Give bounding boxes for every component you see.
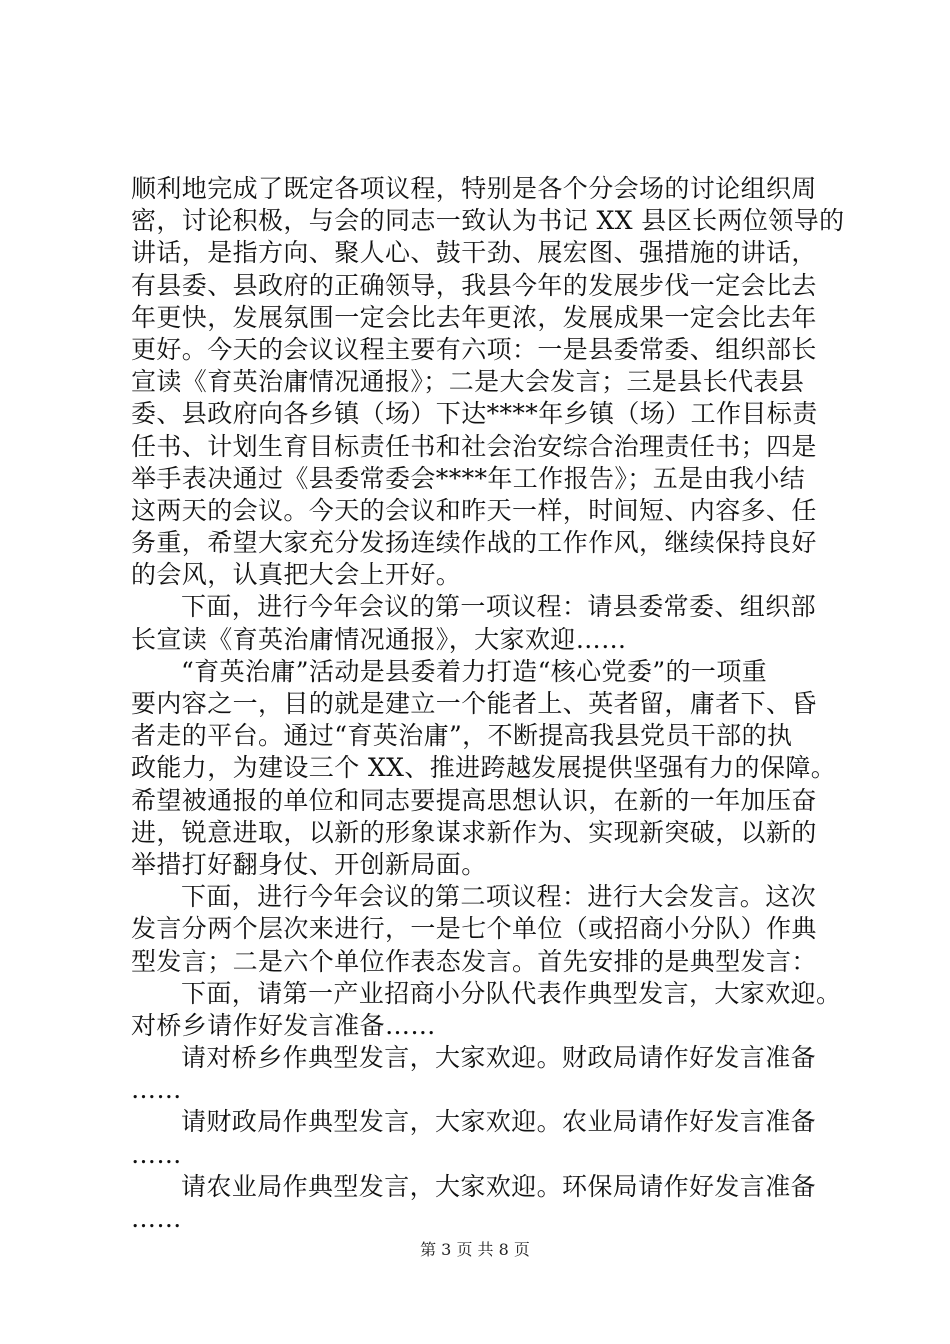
text-line: 任书、计划生育目标责任书和社会治安综合治理责任书；四是: [131, 431, 817, 461]
text-line: 更好。今天的会议议程主要有六项：一是县委常委、组织部长: [131, 334, 817, 364]
text-line: 请财政局作典型发言，大家欢迎。农业局请作好发言准备: [181, 1107, 817, 1137]
page-footer: 第 3 页 共 8 页: [420, 1240, 530, 1259]
text-line: 下面，进行今年会议的第二项议程：进行大会发言。这次: [181, 882, 817, 912]
text-line: 的会风，认真把大会上开好。: [131, 560, 462, 590]
text-line: 有县委、县政府的正确领导，我县今年的发展步伐一定会比去: [131, 270, 817, 300]
text-line: 宣读《育英治庸情况通报》；二是大会发言；三是县长代表县: [131, 367, 805, 397]
text-line: 希望被通报的单位和同志要提高思想认识，在新的一年加压奋: [131, 785, 817, 815]
text-line: 密，讨论积极，与会的同志一致认为书记 XX 县区长两位领导的: [131, 206, 845, 236]
text-line: ……: [131, 1075, 182, 1105]
text-line: 对桥乡请作好发言准备……: [131, 1010, 436, 1040]
text-line: 顺利地完成了既定各项议程，特别是各个分会场的讨论组织周: [131, 174, 817, 203]
text-line: ……: [131, 1204, 182, 1233]
text-line: 委、县政府向各乡镇（场）下达****年乡镇（场）工作目标责: [131, 399, 818, 429]
text-line: 这两天的会议。今天的会议和昨天一样，时间短、内容多、任: [131, 495, 817, 525]
text-line: 进，锐意进取，以新的形象谋求新作为、实现新突破，以新的: [131, 817, 817, 847]
text-line: “育英治庸”活动是县委着力打造“核心党委”的一项重: [181, 656, 768, 686]
text-line: 举措打好翻身仗、开创新局面。: [131, 849, 487, 879]
text-line: ……: [131, 1139, 182, 1169]
text-line: 务重，希望大家充分发扬连续作战的工作作风，继续保持良好: [131, 528, 817, 558]
text-line: 下面，请第一产业招商小分队代表作典型发言，大家欢迎。: [181, 978, 842, 1008]
text-line: 请农业局作典型发言，大家欢迎。环保局请作好发言准备: [181, 1171, 817, 1201]
text-line: 请对桥乡作典型发言，大家欢迎。财政局请作好发言准备: [181, 1043, 817, 1073]
text-line: 举手表决通过《县委常委会****年工作报告》；五是由我小结: [131, 463, 806, 493]
text-line: 型发言；二是六个单位作表态发言。首先安排的是典型发言：: [131, 946, 817, 976]
text-line: 年更快，发展氛围一定会比去年更浓，发展成果一定会比去年: [131, 302, 817, 332]
text-line: 长宣读《育英治庸情况通报》，大家欢迎……: [131, 624, 627, 654]
text-line: 发言分两个层次来进行，一是七个单位（或招商小分队）作典: [131, 914, 817, 944]
text-line: 下面，进行今年会议的第一项议程：请县委常委、组织部: [181, 592, 817, 622]
text-line: 政能力，为建设三个 XX、推进跨越发展提供坚强有力的保障。: [131, 753, 837, 783]
text-line: 者走的平台。通过“育英治庸”，不断提高我县党员干部的执: [131, 721, 793, 751]
document-body: [131, 173, 845, 1235]
text-line: 要内容之一，目的就是建立一个能者上、英者留，庸者下、昏: [131, 689, 817, 718]
text-line: 讲话，是指方向、聚人心、鼓干劲、展宏图、强措施的讲话，: [131, 238, 817, 268]
